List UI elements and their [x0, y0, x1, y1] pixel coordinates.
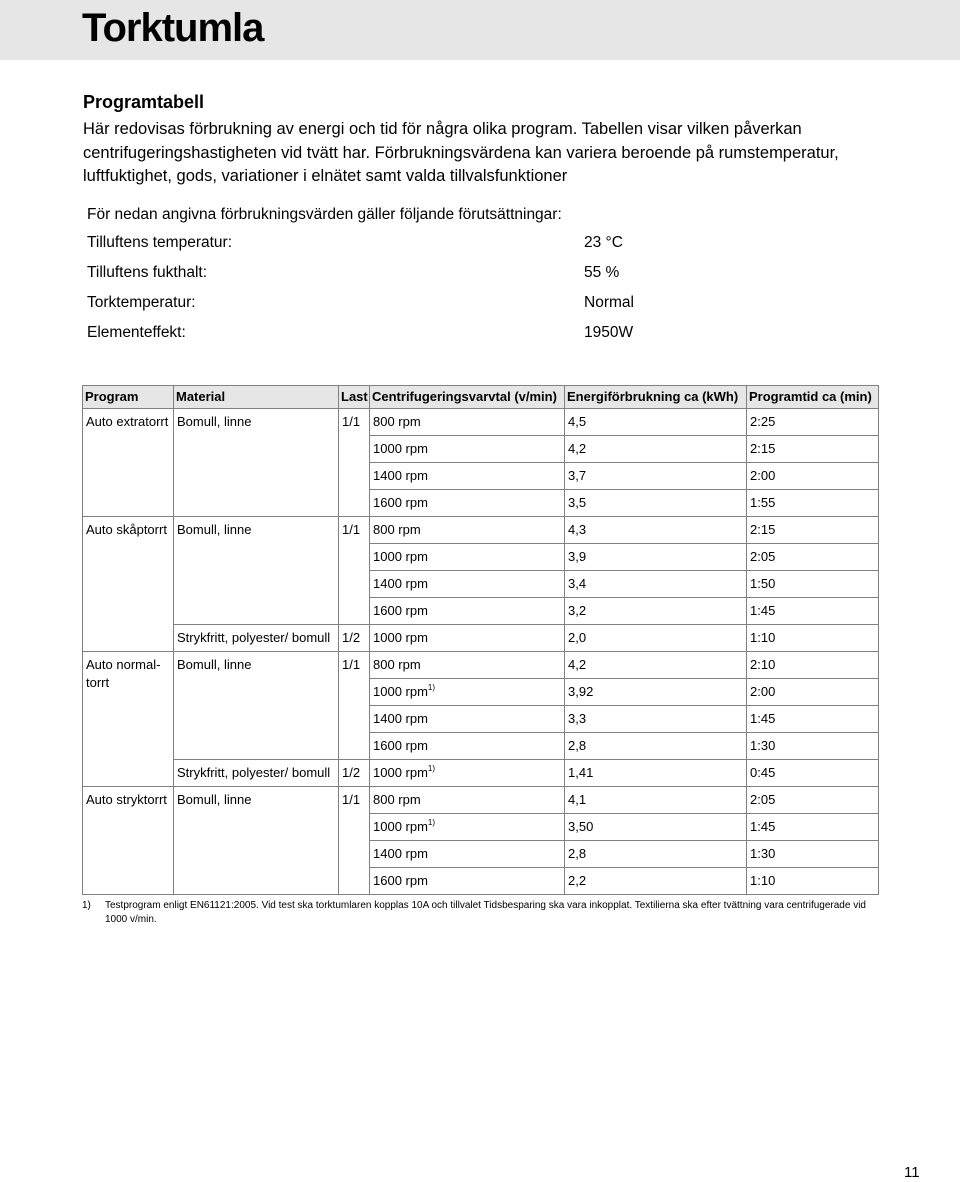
- condition-label: Elementeffekt:: [87, 324, 186, 341]
- energy-cell: [565, 409, 747, 436]
- intro-paragraph: [83, 118, 943, 189]
- spin-speed-cell: [370, 625, 565, 652]
- program-time-cell: [747, 652, 879, 679]
- intro-line: centrifugeringshastigheten vid tvätt har. Förbrukningsvärdena kan variera beroende på rumstemperatur,: [83, 143, 839, 162]
- material-cell-text: Strykfritt, polyester/ bomull: [177, 630, 331, 645]
- material-cell-text: Bomull, linne: [177, 792, 252, 807]
- energy-cell: [565, 679, 747, 706]
- condition-row: [87, 233, 687, 253]
- program-cell-text: Auto stryktorrt: [86, 792, 167, 807]
- footnote-ref: 1): [427, 818, 436, 827]
- program-time-cell: [747, 544, 879, 571]
- spin-speed-cell: [370, 517, 565, 544]
- material-cell-text: Bomull, linne: [177, 414, 252, 429]
- load-cell: [339, 625, 370, 652]
- program-time-cell-text: 1:45: [750, 819, 776, 834]
- condition-value: Normal: [584, 294, 634, 311]
- program-time-cell-text: 2:10: [750, 657, 776, 672]
- condition-value: 23 °C: [584, 234, 623, 251]
- spin-speed-cell-text: 1600 rpm: [373, 873, 428, 888]
- spin-speed-cell-text: 1400 rpm: [373, 468, 428, 483]
- energy-cell: [565, 598, 747, 625]
- program-time-cell: [747, 787, 879, 814]
- spin-speed-cell: [370, 409, 565, 436]
- energy-cell: [565, 544, 747, 571]
- program-time-cell-text: 1:45: [750, 603, 776, 618]
- energy-cell: [565, 652, 747, 679]
- spin-speed-cell: [370, 841, 565, 868]
- table-row: [83, 760, 879, 787]
- spin-speed-cell: [370, 868, 565, 895]
- energy-cell-text: 3,9: [568, 549, 587, 564]
- column-header-load: Last: [339, 386, 370, 409]
- conditions-heading: För nedan angivna förbrukningsvärden gäller följande förutsättningar:: [87, 206, 562, 223]
- spin-speed-cell-text: 1400 rpm: [373, 711, 428, 726]
- spin-speed-cell: [370, 463, 565, 490]
- energy-cell-text: 3,3: [568, 711, 587, 726]
- program-time-cell-text: 0:45: [750, 765, 776, 780]
- spin-speed-cell: [370, 706, 565, 733]
- condition-value: 1950W: [584, 324, 634, 341]
- program-time-cell-text: 2:05: [750, 549, 776, 564]
- load-cell-text: 1/1: [342, 414, 361, 429]
- program-time-cell-text: 1:30: [750, 846, 776, 861]
- spin-speed-cell-text: 1000 rpm: [373, 630, 428, 645]
- energy-cell: [565, 706, 747, 733]
- spin-speed-cell: [370, 652, 565, 679]
- footnote-ref: 1): [427, 764, 436, 773]
- condition-row: [87, 263, 687, 283]
- footnote-marker: 1): [82, 900, 91, 911]
- program-time-cell: [747, 463, 879, 490]
- program-cell-text: Auto normal-torrt: [86, 657, 161, 690]
- material-cell: [174, 760, 339, 787]
- program-time-cell: [747, 760, 879, 787]
- table-row: [83, 787, 879, 814]
- energy-cell: [565, 814, 747, 841]
- program-time-cell: [747, 598, 879, 625]
- load-cell-text: 1/1: [342, 657, 361, 672]
- load-cell: [339, 652, 370, 760]
- spin-speed-cell: [370, 490, 565, 517]
- spin-speed-cell-text: 1000 rpm: [373, 441, 428, 456]
- energy-cell: [565, 760, 747, 787]
- page-title: Torktumla: [82, 6, 264, 50]
- intro-line: luftfuktighet, gods, variationer i elnätet samt valda tillvalsfunktioner: [83, 167, 568, 185]
- condition-row: [87, 293, 687, 313]
- program-time-cell-text: 1:45: [750, 711, 776, 726]
- program-cell: [83, 787, 174, 895]
- load-cell: [339, 517, 370, 625]
- column-header-material: Material: [174, 386, 339, 409]
- spin-speed-cell-text: 1000 rpm: [373, 549, 428, 564]
- load-cell-text: 1/2: [342, 630, 361, 645]
- spin-speed-cell: [370, 598, 565, 625]
- program-time-cell-text: 2:25: [750, 414, 776, 429]
- condition-value: 55 %: [584, 264, 620, 281]
- spin-speed-cell-text: 1600 rpm: [373, 738, 428, 753]
- column-header-program-time: Programtid ca (min): [747, 386, 879, 409]
- program-time-cell-text: 2:00: [750, 684, 776, 699]
- table-header-row: [83, 386, 879, 409]
- energy-cell: [565, 841, 747, 868]
- spin-speed-cell-text: 1000 rpm: [373, 765, 428, 780]
- program-time-cell: [747, 490, 879, 517]
- spin-speed-cell: [370, 571, 565, 598]
- spin-speed-cell-text: 1000 rpm: [373, 684, 428, 699]
- material-cell: [174, 625, 339, 652]
- energy-cell-text: 3,50: [568, 819, 594, 834]
- program-time-cell: [747, 679, 879, 706]
- material-cell: [174, 409, 339, 517]
- energy-cell: [565, 436, 747, 463]
- energy-cell: [565, 463, 747, 490]
- program-cell-text: Auto skåptorrt: [86, 522, 167, 537]
- program-cell: [83, 409, 174, 517]
- energy-cell-text: 2,8: [568, 846, 587, 861]
- program-table: [82, 385, 879, 895]
- material-cell-text: Bomull, linne: [177, 657, 252, 672]
- table-body: [83, 409, 879, 895]
- section-title: Programtabell: [83, 92, 205, 112]
- energy-cell-text: 2,0: [568, 630, 587, 645]
- load-cell-text: 1/2: [342, 765, 361, 780]
- spin-speed-cell: [370, 760, 565, 787]
- program-time-cell-text: 2:15: [750, 522, 776, 537]
- program-time-cell: [747, 868, 879, 895]
- page-number: 11: [904, 1164, 920, 1181]
- column-header-spin-speed: Centrifugeringsvarvtal (v/min): [370, 386, 565, 409]
- energy-cell-text: 3,7: [568, 468, 587, 483]
- program-time-cell-text: 2:15: [750, 441, 776, 456]
- spin-speed-cell-text: 800 rpm: [373, 657, 421, 672]
- footnote-text: Testprogram enligt EN61121:2005. Vid test ska torktumlaren kopplas 10A och tillvalet Tidsbesparing ska vara inkopplat. Textilierna ska efter tvättning vara centrifugerade vid 1000 v/min.: [105, 900, 866, 925]
- spin-speed-cell-text: 1600 rpm: [373, 495, 428, 510]
- program-time-cell: [747, 409, 879, 436]
- energy-cell-text: 4,2: [568, 657, 587, 672]
- program-cell: [83, 652, 174, 787]
- program-time-cell-text: 2:05: [750, 792, 776, 807]
- spin-speed-cell: [370, 814, 565, 841]
- energy-cell-text: 4,5: [568, 414, 587, 429]
- program-time-cell: [747, 841, 879, 868]
- program-time-cell-text: 2:00: [750, 468, 776, 483]
- energy-cell-text: 2,8: [568, 738, 587, 753]
- material-cell-text: Strykfritt, polyester/ bomull: [177, 765, 331, 780]
- load-cell-text: 1/1: [342, 792, 361, 807]
- spin-speed-cell-text: 1000 rpm: [373, 819, 428, 834]
- material-cell: [174, 787, 339, 895]
- spin-speed-cell-text: 800 rpm: [373, 792, 421, 807]
- program-time-cell: [747, 436, 879, 463]
- spin-speed-cell-text: 1600 rpm: [373, 603, 428, 618]
- spin-speed-cell: [370, 436, 565, 463]
- energy-cell-text: 4,3: [568, 522, 587, 537]
- table-row: [83, 517, 879, 544]
- program-time-cell-text: 1:30: [750, 738, 776, 753]
- table-row: [83, 652, 879, 679]
- column-header-energy: Energiförbrukning ca (kWh): [565, 386, 747, 409]
- spin-speed-cell-text: 1400 rpm: [373, 846, 428, 861]
- program-time-cell-text: 1:10: [750, 630, 776, 645]
- spin-speed-cell-text: 800 rpm: [373, 522, 421, 537]
- energy-cell-text: 2,2: [568, 873, 587, 888]
- energy-cell: [565, 733, 747, 760]
- energy-cell: [565, 868, 747, 895]
- program-time-cell: [747, 625, 879, 652]
- table-row: [83, 409, 879, 436]
- program-time-cell-text: 1:55: [750, 495, 776, 510]
- condition-label: Tilluftens temperatur:: [87, 234, 233, 251]
- spin-speed-cell: [370, 679, 565, 706]
- program-time-cell: [747, 733, 879, 760]
- program-time-cell: [747, 814, 879, 841]
- condition-row: [87, 323, 687, 343]
- spin-speed-cell: [370, 787, 565, 814]
- energy-cell: [565, 490, 747, 517]
- program-time-cell-text: 1:10: [750, 873, 776, 888]
- program-time-cell: [747, 517, 879, 544]
- energy-cell-text: 3,92: [568, 684, 594, 699]
- spin-speed-cell: [370, 733, 565, 760]
- spin-speed-cell: [370, 544, 565, 571]
- material-cell-text: Bomull, linne: [177, 522, 252, 537]
- program-time-cell: [747, 706, 879, 733]
- column-header-program: Program: [83, 386, 174, 409]
- energy-cell-text: 3,4: [568, 576, 587, 591]
- energy-cell-text: 3,5: [568, 495, 587, 510]
- energy-cell-text: 1,41: [568, 765, 594, 780]
- condition-label: Tilluftens fukthalt:: [87, 264, 208, 281]
- energy-cell-text: 3,2: [568, 603, 587, 618]
- energy-cell-text: 4,1: [568, 792, 587, 807]
- energy-cell-text: 4,2: [568, 441, 587, 456]
- program-time-cell: [747, 571, 879, 598]
- program-cell: [83, 517, 174, 652]
- program-time-cell-text: 1:50: [750, 576, 776, 591]
- intro-line: Här redovisas förbrukning av energi och tid för några olika program. Tabellen visar vilken påverkan: [83, 120, 802, 138]
- load-cell: [339, 787, 370, 895]
- condition-label: Torktemperatur:: [87, 294, 196, 311]
- energy-cell: [565, 571, 747, 598]
- energy-cell: [565, 625, 747, 652]
- load-cell: [339, 760, 370, 787]
- spin-speed-cell-text: 800 rpm: [373, 414, 421, 429]
- spin-speed-cell-text: 1400 rpm: [373, 576, 428, 591]
- load-cell-text: 1/1: [342, 522, 361, 537]
- load-cell: [339, 409, 370, 517]
- material-cell: [174, 517, 339, 625]
- program-cell-text: Auto extratorrt: [86, 414, 169, 429]
- table-row: [83, 625, 879, 652]
- footnote-ref: 1): [427, 683, 436, 692]
- material-cell: [174, 652, 339, 760]
- energy-cell: [565, 517, 747, 544]
- energy-cell: [565, 787, 747, 814]
